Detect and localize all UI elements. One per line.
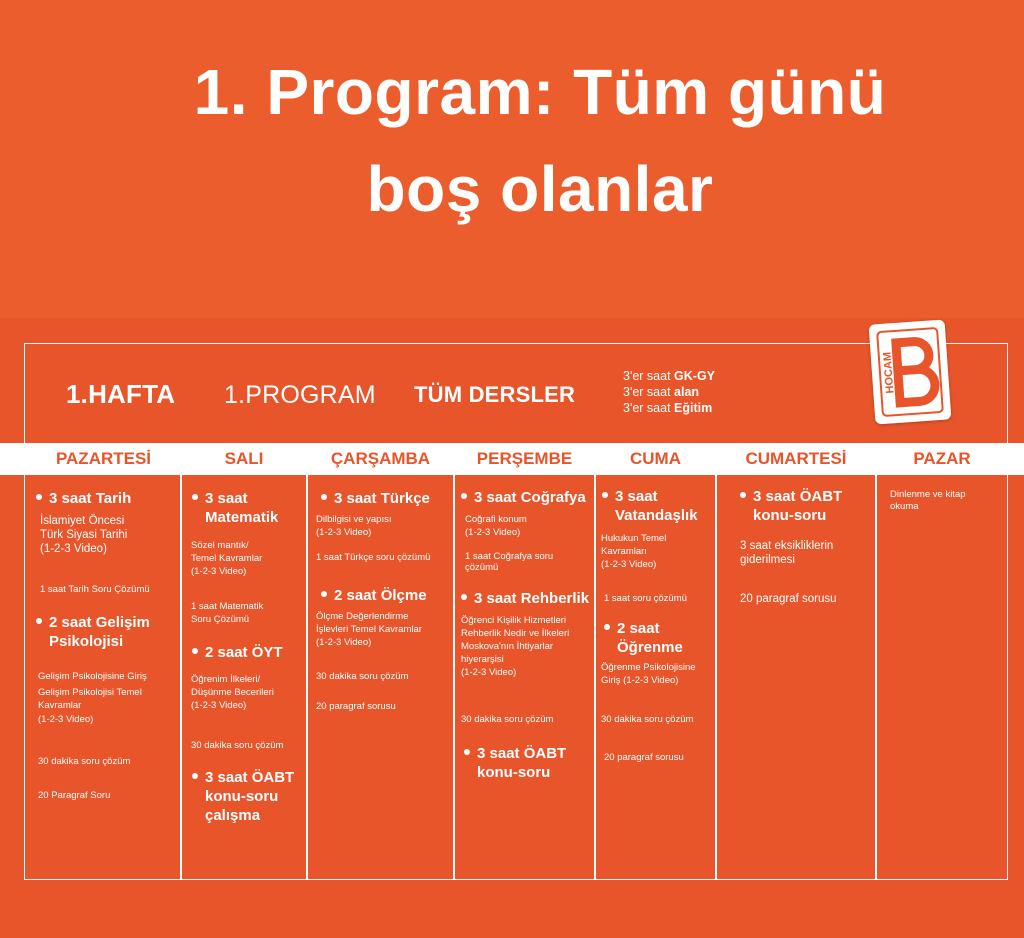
wednesday-paragraf: 20 paragraf sorusu: [316, 701, 396, 712]
b-logo-icon: [869, 319, 952, 424]
column-divider: [306, 475, 308, 880]
friday-soru-cozum-1: 1 saat soru çözümü: [604, 593, 687, 604]
scope-label: TÜM DERSLER: [414, 382, 576, 407]
headline-line-2: boş olanlar: [366, 153, 714, 225]
saturday-eksik-detail: 3 saat eksikliklerin giderilmesi: [740, 540, 834, 566]
tuesday-matematik-detail: Sözel mantık/ Temel Kavramlar (1-2-3 Video): [191, 540, 263, 577]
friday-ogrenme-title: 2 saat Öğrenme: [604, 619, 683, 657]
thursday-cografya-detail: Coğrafi konum (1-2-3 Video): [465, 514, 527, 538]
thursday-soru-cozum: 30 dakika soru çözüm: [461, 714, 554, 725]
monday-tarih-soru: 1 saat Tarih Soru Çözümü: [40, 584, 150, 595]
friday-vatandaslik-title: 3 saat Vatandaşlık: [602, 487, 698, 525]
tuesday-soru-cozum: 30 dakika soru çözüm: [191, 740, 284, 751]
monday-soru-cozum: 30 dakika soru çözüm: [38, 756, 131, 767]
day-header-bar: [0, 443, 1024, 475]
thursday-oabt-title: 3 saat ÖABT konu-soru: [464, 744, 566, 782]
column-divider: [453, 475, 455, 880]
schedule-frame: [24, 343, 1008, 880]
headline-line-1: 1. Program: Tüm günü: [193, 56, 887, 128]
column-divider: [875, 475, 877, 880]
day-friday: CUMA: [630, 449, 681, 468]
saturday-oabt-title: 3 saat ÖABT konu-soru: [740, 487, 842, 525]
monday-tarih-title: 3 saat Tarih: [36, 489, 131, 508]
monday-tarih-detail: İslamiyet Öncesi Türk Siyasi Tarihi (1-2-3 Video): [40, 515, 128, 555]
column-divider: [715, 475, 717, 880]
tuesday-matematik-title: 3 saat Matematik: [192, 489, 278, 527]
day-sunday: PAZAR: [913, 449, 971, 468]
tuesday-oabt-title: 3 saat ÖABT konu-soru çalışma: [192, 768, 294, 825]
column-divider: [594, 475, 596, 880]
week-label: 1.HAFTA: [66, 379, 176, 409]
schedule-card: [0, 318, 1024, 938]
day-wednesday: ÇARŞAMBA: [330, 449, 431, 468]
wednesday-olcme-detail: Ölçme Değerlendirme İşlevleri Temel Kavramlar (1-2-3 Video): [316, 611, 422, 648]
monday-gelisim-title: 2 saat Gelişim Psikolojisi: [36, 613, 150, 651]
tuesday-oyt-detail: Öğrenim İlkeleri/ Düşünme Becerileri (1-2-3 Video): [191, 674, 274, 711]
friday-soru-cozum-2: 30 dakika soru çözüm: [601, 714, 694, 725]
note-gk-gy: 3'er saat GK-GY: [623, 369, 716, 383]
program-label: 1.PROGRAM: [224, 381, 376, 409]
monday-gelisim-detail: Gelişim Psikolojisine Giriş Gelişim Psikolojisi Temel Kavramlar (1-2-3 Video): [38, 671, 147, 725]
friday-paragraf: 20 paragraf sorusu: [604, 752, 684, 763]
tuesday-oyt-title: 2 saat ÖYT: [192, 643, 283, 662]
wednesday-turkce-title: 3 saat Türkçe: [321, 489, 430, 508]
hocam-logo: [869, 319, 952, 424]
thursday-rehberlik-title: 3 saat Rehberlik: [461, 589, 589, 608]
headline: [0, 0, 1024, 318]
note-egitim: 3'er saat Eğitim: [623, 401, 713, 415]
wednesday-soru-cozum: 30 dakika soru çözüm: [316, 671, 409, 682]
wednesday-turkce-soru: 1 saat Türkçe soru çözümü: [316, 552, 431, 563]
friday-ogrenme-detail: Öğrenme Psikolojisine Giriş (1-2-3 Video): [601, 662, 696, 686]
friday-vatandaslik-detail: Hukukun Temel Kavramları (1-2-3 Video): [601, 533, 667, 570]
thursday-cografya-soru: 1 saat Coğrafya soru çözümü: [465, 551, 554, 573]
day-tuesday: SALI: [224, 449, 264, 468]
tuesday-matematik-soru: 1 saat Matematik Soru Çözümü: [191, 601, 264, 625]
day-saturday: CUMARTESİ: [745, 449, 847, 468]
sunday-rest: Dinlenme ve kitap okuma: [890, 489, 966, 512]
thursday-rehberlik-detail: Öğrenci Kişilik Hizmetleri Rehberlik Nedir ve İlkeleri Moskova'nın İhtiyarlar hiyerarşisi (1-2-3 Video): [461, 615, 570, 678]
wednesday-turkce-detail: Dilbilgisi ve yapısı (1-2-3 Video): [316, 514, 392, 538]
column-divider: [180, 475, 182, 880]
day-thursday: PERŞEMBE: [476, 449, 573, 468]
logo-text: HOCAM: [881, 351, 897, 394]
day-monday: PAZARTESİ: [55, 449, 152, 468]
thursday-cografya-title: 3 saat Coğrafya: [461, 488, 586, 507]
saturday-paragraf: 20 paragraf sorusu: [740, 593, 837, 605]
monday-paragraf: 20 Paragraf Soru: [38, 790, 111, 801]
wednesday-olcme-title: 2 saat Ölçme: [321, 586, 427, 605]
note-alan: 3'er saat alan: [623, 385, 700, 399]
